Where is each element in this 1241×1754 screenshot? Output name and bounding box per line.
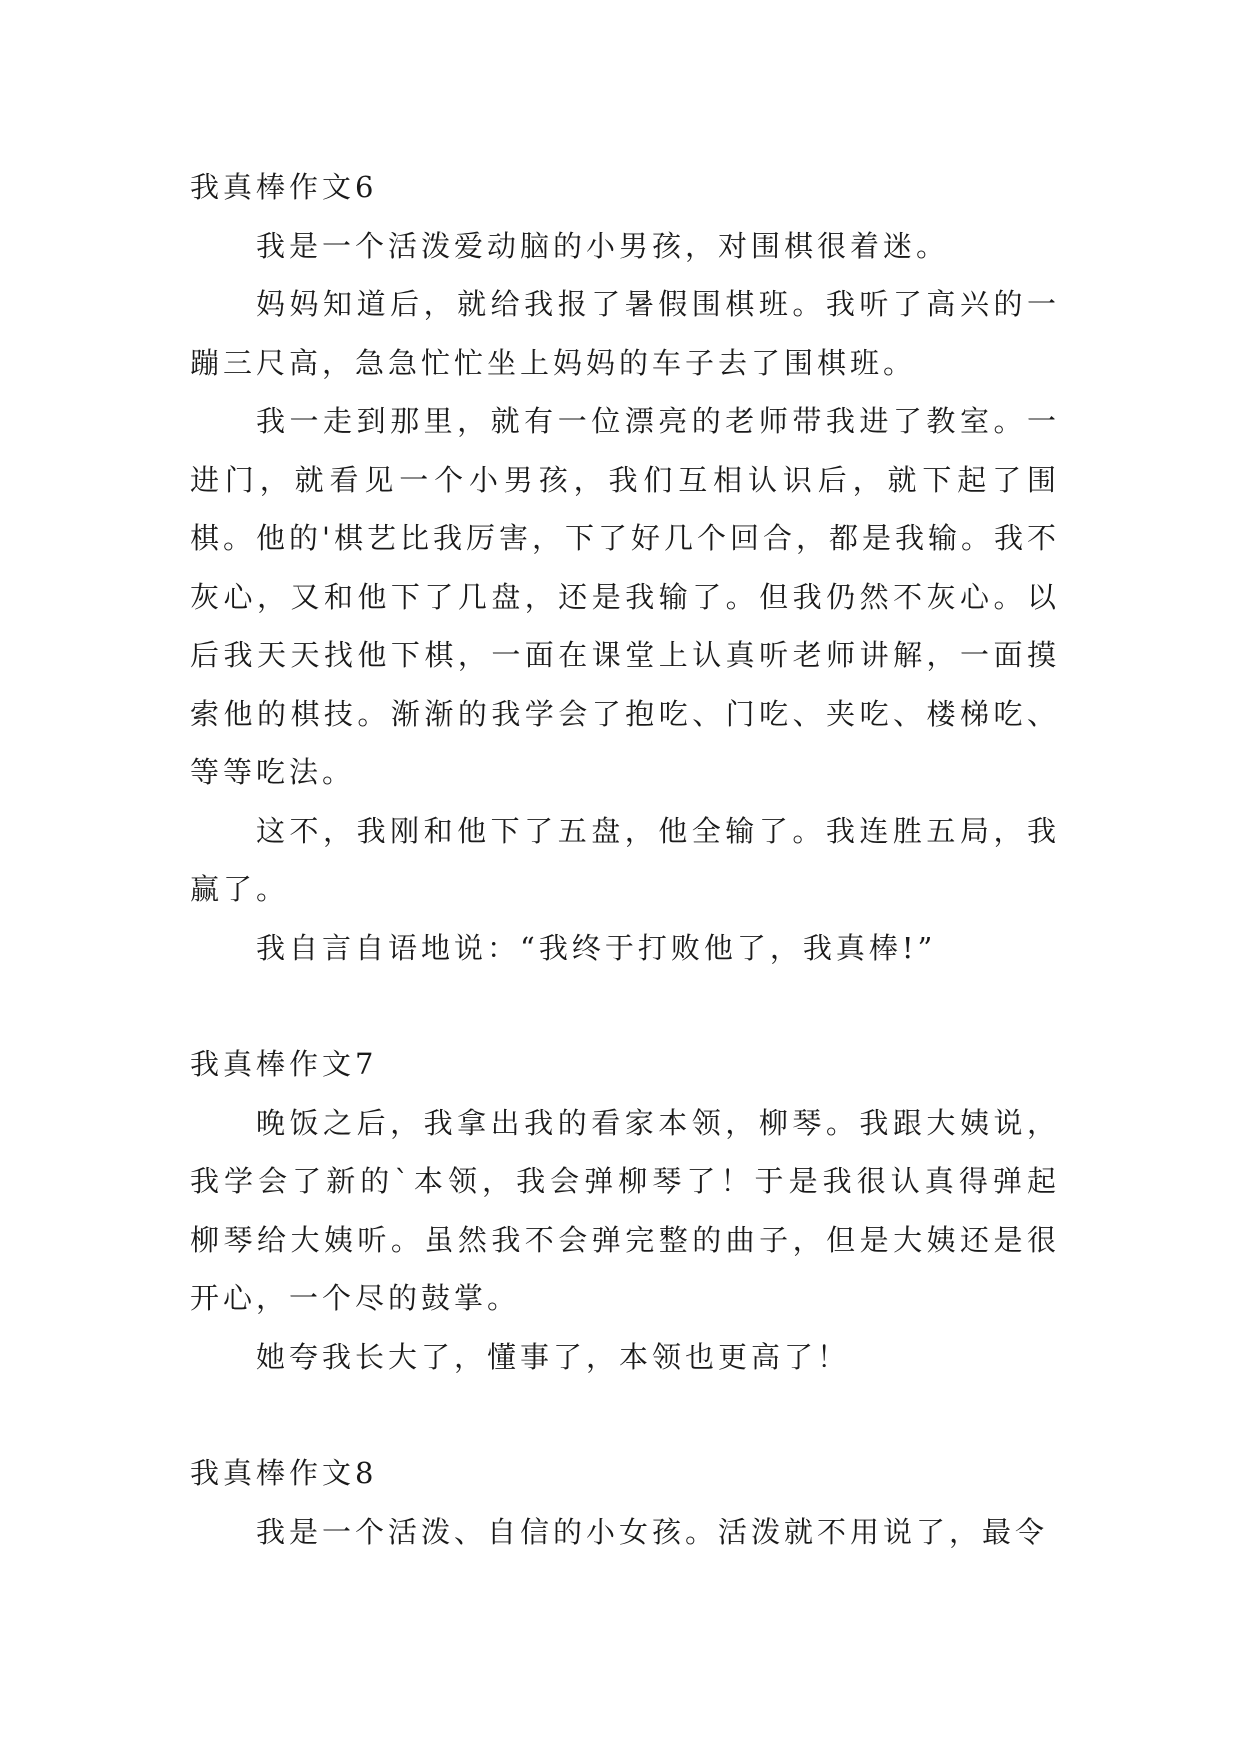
essay-title: 我真棒作文8 xyxy=(190,1456,378,1490)
document-body xyxy=(190,158,1060,1561)
essay-8 xyxy=(190,1444,1060,1561)
paragraph: 我是一个活泼爱动脑的小男孩，对围棋很着迷。 xyxy=(256,228,950,263)
essay-7 xyxy=(190,1035,1060,1386)
paragraph: 我一走到那里，就有一位漂亮的老师带我进了教室。一进门，就看见一个小男孩，我们互相认识后，就下起了围棋。他的'棋艺比我厉害，下了好几个回合，都是我输。我不灰心，又和他下了几盘，还是我输了。但我仍然不灰心。以后我天天找他下棋，一面在课堂上认真听老师讲解，一面摸索他的棋技。渐渐的我学会了抱吃、门吃、夹吃、楼梯吃、等等吃法。 xyxy=(190,404,1060,789)
paragraph: 她夸我长大了，懂事了，本领也更高了！ xyxy=(256,1339,851,1374)
paragraph: 这不，我刚和他下了五盘，他全输了。我连胜五局，我赢了。 xyxy=(190,813,1060,906)
essay-title: 我真棒作文6 xyxy=(190,170,378,204)
paragraph: 妈妈知道后，就给我报了暑假围棋班。我听了高兴的一蹦三尺高，急急忙忙坐上妈妈的车子去了围棋班。 xyxy=(190,287,1060,380)
paragraph: 我是一个活泼、自信的小女孩。活泼就不用说了，最令 xyxy=(256,1514,1049,1549)
paragraph: 我自言自语地说：“我终于打败他了，我真棒!” xyxy=(256,930,937,965)
paragraph: 晚饭之后，我拿出我的看家本领，柳琴。我跟大姨说，我学会了新的`本领，我会弹柳琴了！于是我很认真得弹起柳琴给大姨听。虽然我不会弹完整的曲子，但是大姨还是很开心，一个尽的鼓掌。 xyxy=(190,1105,1060,1315)
essay-title: 我真棒作文7 xyxy=(190,1047,378,1081)
essay-6 xyxy=(190,158,1060,977)
